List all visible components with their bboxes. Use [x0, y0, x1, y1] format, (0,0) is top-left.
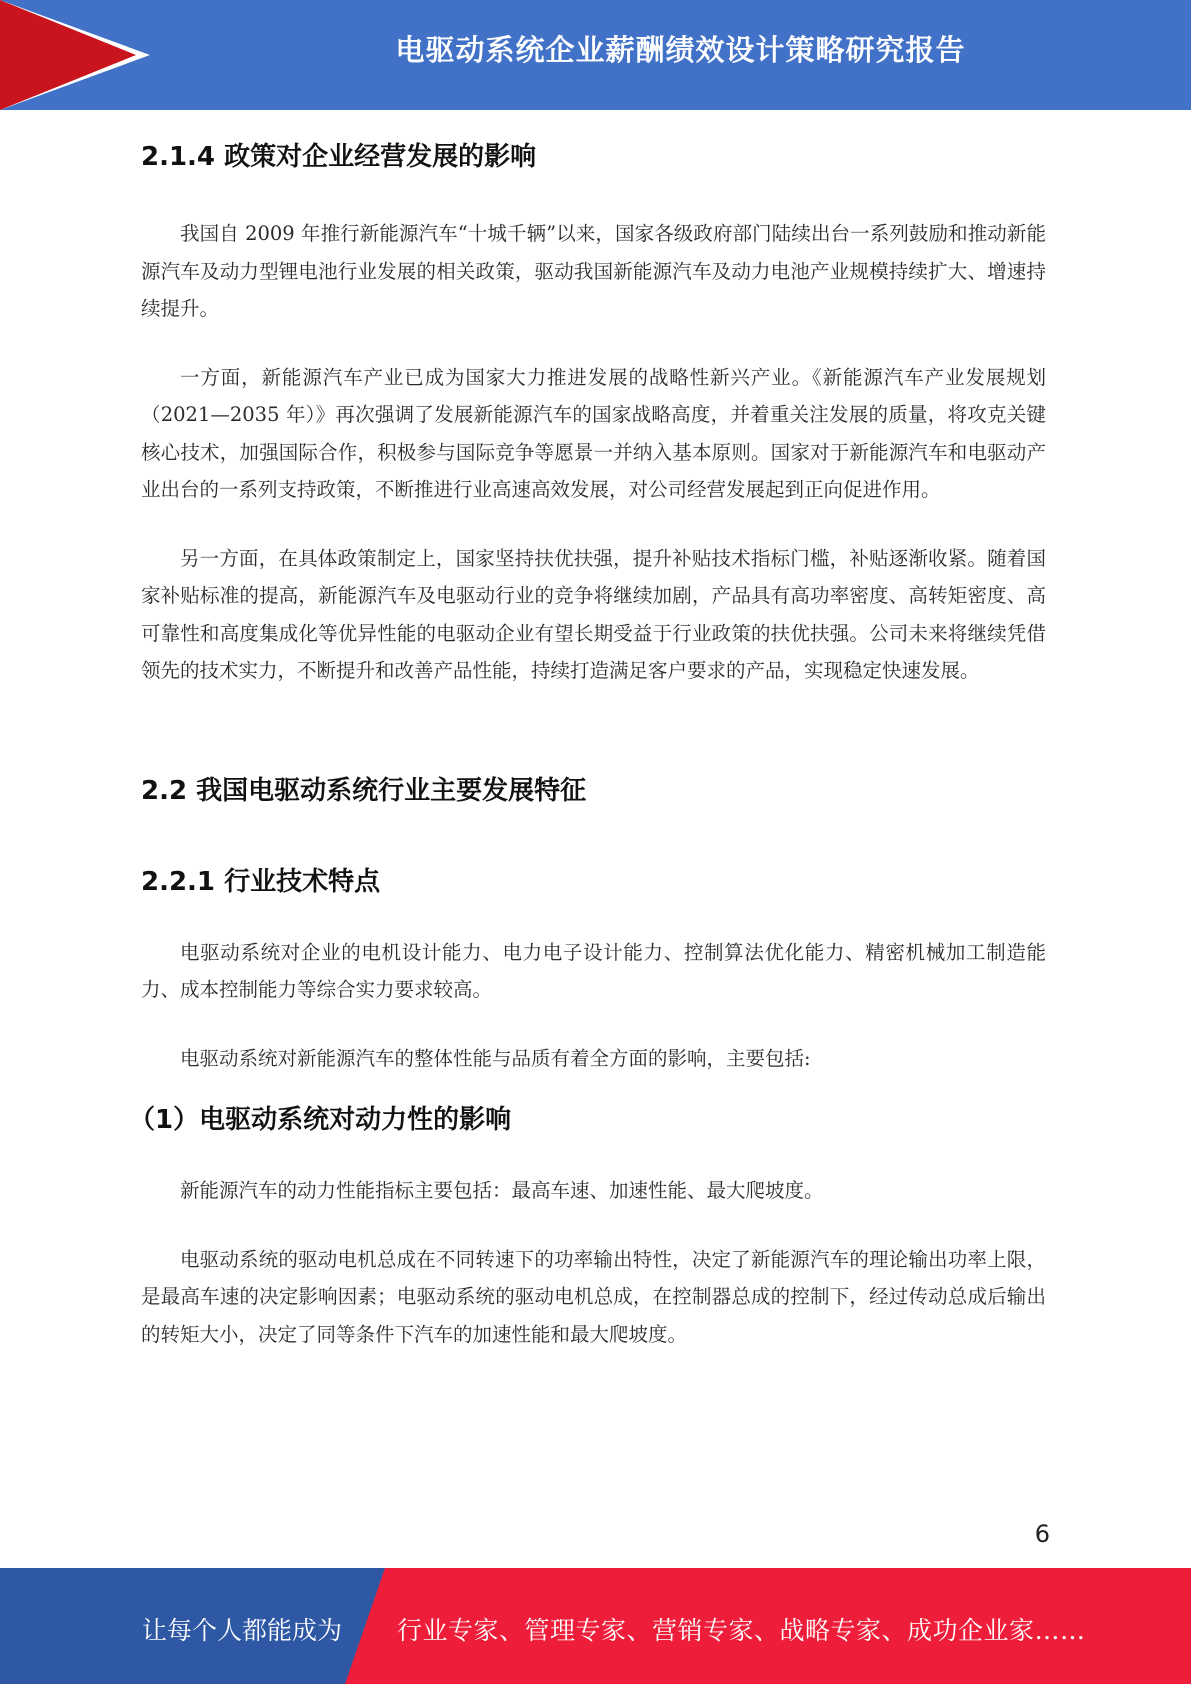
footer-slogan-right: 行业专家、管理专家、营销专家、战略专家、成功企业家…… — [397, 1616, 1086, 1645]
paragraph: 新能源汽车的动力性能指标主要包括：最高车速、加速性能、最大爬坡度。 — [180, 1179, 824, 1202]
paragraph: 电驱动系统对企业的电机设计能力、电力电子设计能力、控制算法优化能力、精密机械加工制造能力、成本控制能力等综合实力要求较高。 — [141, 940, 1046, 1001]
paragraph: 我国自 2009 年推行新能源汽车“十城千辆”以来，国家各级政府部门陆续出台一系列鼓励和推动新能源汽车及动力型锂电池行业发展的相关政策，驱动我国新能源汽车及动力电池产业规模持续扩大、增速持续提升。 — [141, 222, 1046, 320]
header-chevron-red — [0, 0, 136, 110]
page-footer — [0, 1568, 1191, 1684]
footer-slogan-left: 让每个人都能成为 — [142, 1616, 343, 1645]
page-header — [0, 0, 1191, 110]
section-heading-2-2-1: 2.2.1 行业技术特点 — [141, 866, 381, 897]
document-body — [129, 128, 1046, 1353]
paragraph: 另一方面，在具体政策制定上，国家坚持扶优扶强，提升补贴技术指标门槛，补贴逐渐收紧。随着国家补贴标准的提高，新能源汽车及电驱动行业的竞争将继续加剧，产品具有高功率密度、高转矩密度、高可靠性和高度集成化等优异性能的电驱动企业有望长期受益于行业政策的扶优扶强。公司未来将继续凭借领先的技术实力，不断提升和改善产品性能，持续打造满足客户要求的产品，实现稳定快速发展。 — [141, 546, 1046, 682]
paragraph: 电驱动系统对新能源汽车的整体性能与品质有着全方面的影响，主要包括: — [180, 1046, 811, 1070]
paragraph: 一方面，新能源汽车产业已成为国家大力推进发展的战略性新兴产业。《新能源汽车产业发展规划（2021—2035 年）》再次强调了发展新能源汽车的国家战略高度，并着重关注发展的质量，将攻克关键核心技术，加强国际合作，积极参与国际竞争等愿景一并纳入基本原则。国家对于新能源汽车和电驱动产业出台的一系列支持政策，不断推进行业高速高效发展，对公司经营发展起到正向促进作用。 — [141, 365, 1046, 501]
section-heading-2-2: 2.2 我国电驱动系统行业主要发展特征 — [141, 775, 587, 806]
report-title: 电驱动系统企业薪酬绩效设计策略研究报告 — [395, 33, 966, 67]
section-heading-2-1-4: 2.1.4 政策对企业经营发展的影响 — [141, 142, 537, 172]
subsection-heading-1: （1）电驱动系统对动力性的影响 — [129, 1105, 512, 1135]
page-number: 6 — [1034, 1520, 1050, 1548]
paragraph: 电驱动系统的驱动电机总成在不同转速下的功率输出特性，决定了新能源汽车的理论输出功率上限，是最高车速的决定影响因素；电驱动系统的驱动电机总成，在控制器总成的控制下，经过传动总成后输出的转矩大小，决定了同等条件下汽车的加速性能和最大爬坡度。 — [141, 1247, 1046, 1346]
